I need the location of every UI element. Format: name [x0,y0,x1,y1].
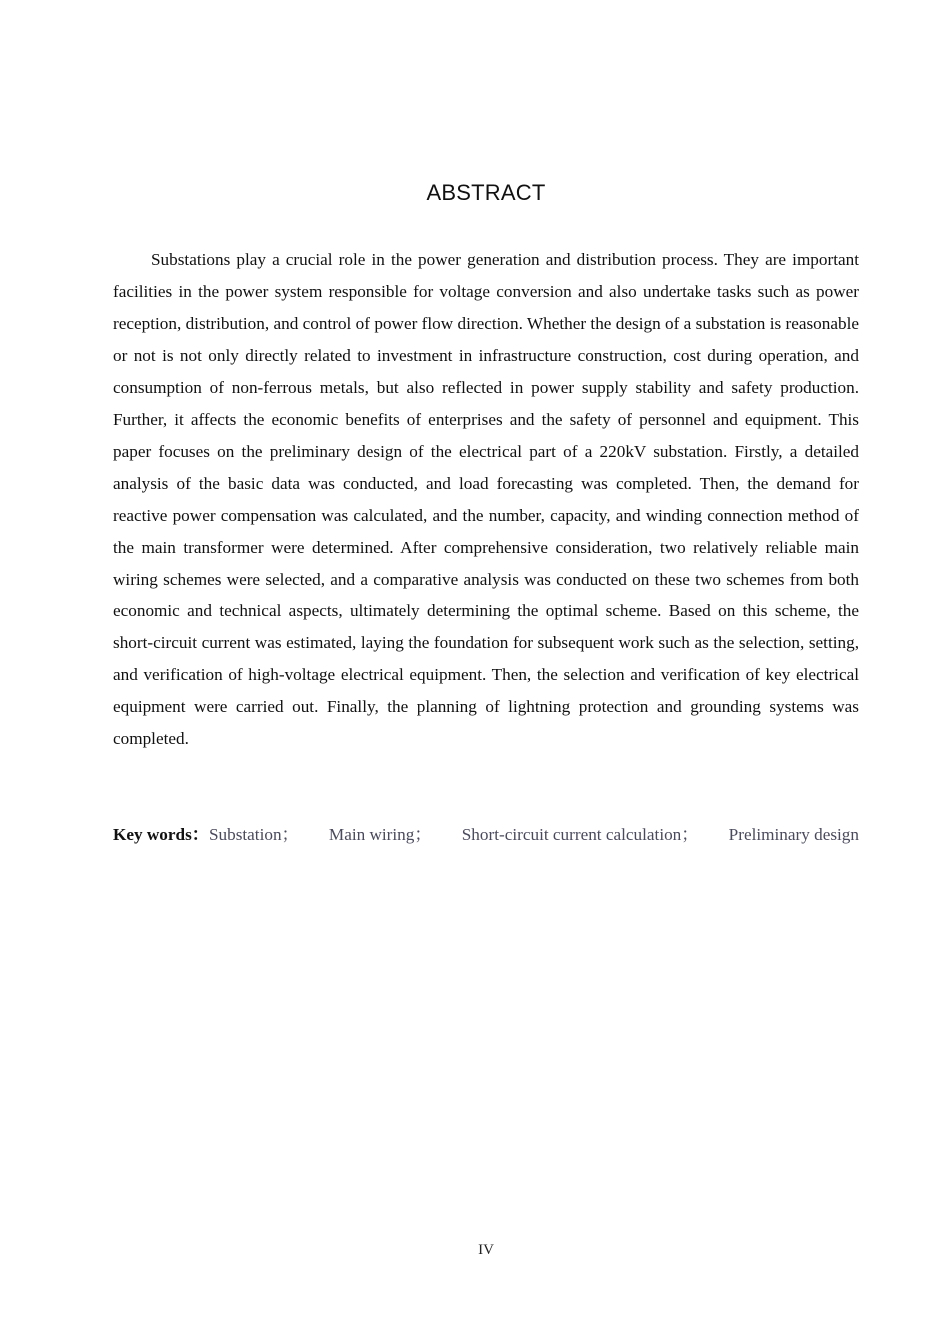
page-number: IV [478,1242,494,1258]
keyword-item: Main wiring； [328,825,432,844]
keyword-item: Preliminary design [728,825,859,844]
keyword-item: Short-circuit current calculation； [461,825,699,844]
keyword-item: Substation； [208,825,299,844]
keywords-label: Key words： [113,825,209,844]
abstract-body: Substations play a crucial role in the power generation and distribution process. They are important facilities in the power system responsible for voltage conversion and also undertake tasks such as power reception, distribution, and control of power flow direction. Whether the design of a substation is reasonable or not is not only directly related to investment in infrastructure construction, cost during operation, and consumption of non-ferrous metals, but also reflected in power supply stability and safety production. Further, it affects the economic benefits of enterprises and the safety of personnel and equipment. This paper focuses on the preliminary design of the electrical part of a 220kV substation. Firstly, a detailed analysis of the basic data was conducted, and load forecasting was completed. Then, the demand for reactive power compensation was calculated, and the number, capacity, and winding connection method of the main transformer were determined. After comprehensive consideration, two relatively reliable main wiring schemes were selected, and a comparative analysis was conducted on these two schemes from both economic and technical aspects, ultimately determining the optimal scheme. Based on this scheme, the short-circuit current was estimated, laying the foundation for subsequent work such as the selection, setting, and verification of high-voltage electrical equipment. Then, the selection and verification of key electrical equipment were carried out. Finally, the planning of lightning protection and grounding systems was completed. [113,250,859,749]
keywords-group-first [113,820,299,850]
abstract-title: ABSTRACT [426,180,546,205]
keywords-line [113,820,859,850]
